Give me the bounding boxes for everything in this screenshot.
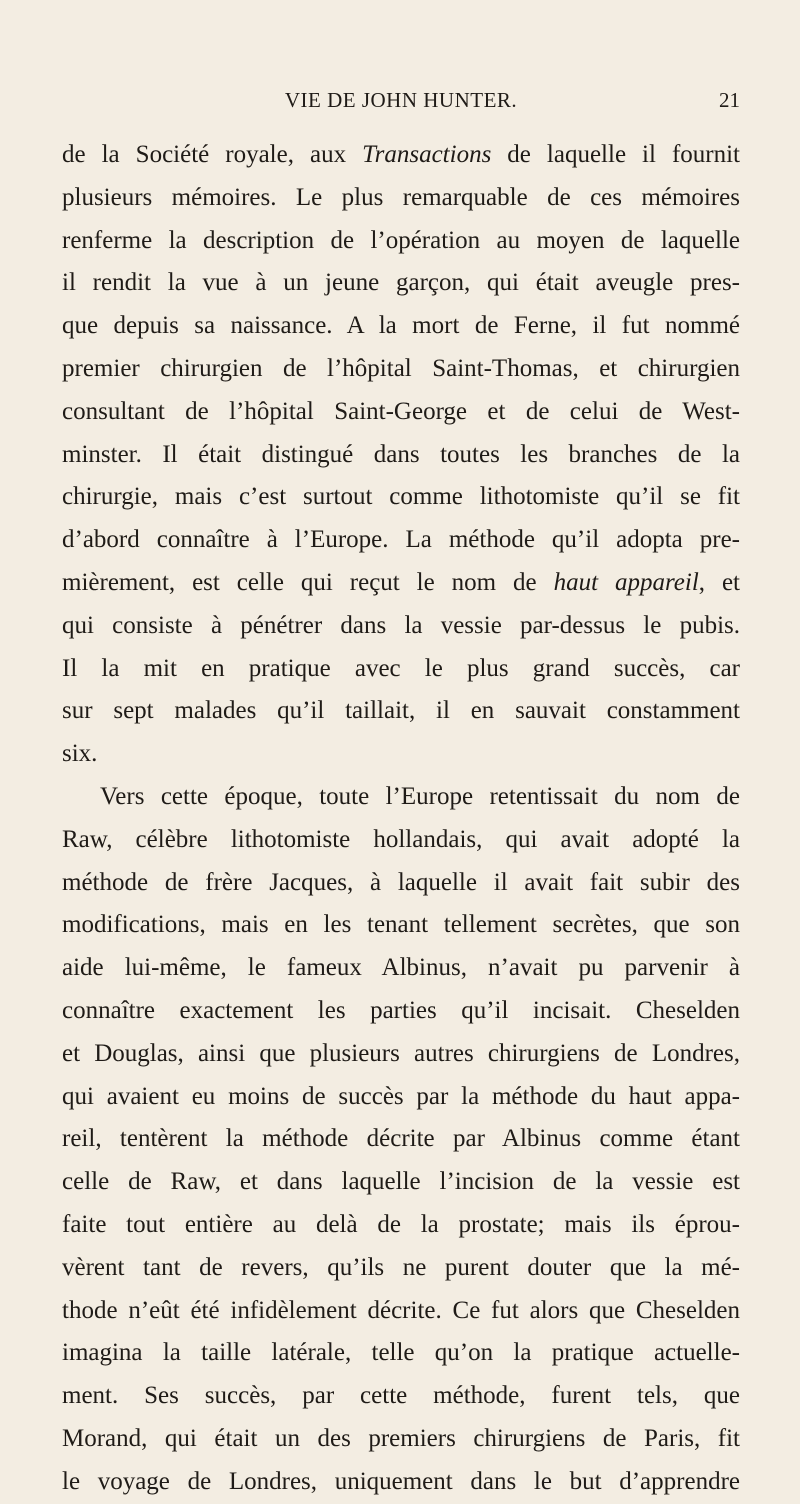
text-line-12: qui consiste à pénétrer dans la vessie par-dessus le pubis. — [62, 611, 740, 639]
text-line-20: aide lui-même, le fameux Albinus, n’avait pu parvenir à — [62, 954, 740, 982]
text-line-11: mièrement, est celle qui reçut le nom de haut appareil, et — [62, 568, 740, 596]
text-line-5: que depuis sa naissance. A la mort de Ferne, il fut nommé — [62, 312, 740, 340]
text-line-29: imagina la taille latérale, telle qu’on la pratique actuelle- — [62, 1339, 740, 1367]
running-title: VIE DE JOHN HUNTER. — [284, 88, 518, 112]
text-line-7: consultant de l’hôpital Saint-George et de celui de West- — [62, 397, 740, 425]
text-line-14: sur sept malades qu’il taillait, il en sauvait constamment — [62, 697, 740, 725]
running-head — [62, 88, 740, 120]
text-line-25: celle de Raw, et dans laquelle l’incision de la vessie est — [62, 1168, 740, 1196]
text-line-32: le voyage de Londres, uniquement dans le but d’apprendre — [62, 1467, 740, 1495]
page-number: 21 — [719, 88, 740, 112]
text-line-13: Il la mit en pratique avec le plus grand succès, car — [62, 654, 740, 682]
text-line-1: de la Société royale, aux Transactions de laquelle il fournit — [62, 141, 740, 168]
text-line-15: six. — [62, 740, 98, 768]
text-line-31: Morand, qui était un des premiers chirurgiens de Paris, fit — [62, 1424, 740, 1452]
text-line-30: ment. Ses succès, par cette méthode, furent tels, que — [62, 1382, 740, 1410]
text-line-3: renferme la description de l’opération au moyen de laquelle — [62, 226, 740, 254]
text-line-8: minster. Il était distingué dans toutes les branches de la — [62, 440, 740, 468]
text-line-10: d’abord connaître à l’Europe. La méthode qu’il adopta pre- — [62, 526, 740, 554]
text-line-23: qui avaient eu moins de succès par la méthode du haut appa- — [62, 1082, 740, 1110]
text-line-28: thode n’eût été infidèlement décrite. Ce fut alors que Cheselden — [62, 1296, 740, 1324]
body-text — [62, 134, 740, 1504]
text-line-16: Vers cette époque, toute l’Europe retentissait du nom de — [100, 782, 740, 810]
text-line-17: Raw, célèbre lithotomiste hollandais, qui avait adopté la — [62, 825, 740, 853]
text-line-4: il rendit la vue à un jeune garçon, qui était aveugle pres- — [62, 269, 740, 297]
text-line-19: modifications, mais en les tenant tellement secrètes, que son — [62, 911, 740, 939]
italic-title-transactions: Transactions — [362, 141, 492, 168]
text-line-2: plusieurs mémoires. Le plus remarquable de ces mémoires — [62, 183, 740, 211]
text-line-21: connaître exactement les parties qu’il incisait. Cheselden — [62, 996, 740, 1024]
text-line-18: méthode de frère Jacques, à laquelle il avait fait subir des — [62, 868, 740, 896]
text-line-24: reil, tentèrent la méthode décrite par Albinus comme étant — [62, 1125, 740, 1153]
text-line-6: premier chirurgien de l’hôpital Saint-Thomas, et chirurgien — [62, 354, 740, 382]
text-line-26: faite tout entière au delà de la prostate; mais ils éprou- — [62, 1210, 740, 1238]
text-line-27: vèrent tant de revers, qu’ils ne purent douter que la mé- — [62, 1253, 740, 1281]
text-line-22: et Douglas, ainsi que plusieurs autres chirurgiens de Londres, — [62, 1039, 740, 1067]
text-line-9: chirurgie, mais c’est surtout comme lithotomiste qu’il se fit — [62, 483, 740, 511]
italic-term-haut-appareil: haut appareil — [553, 568, 699, 596]
